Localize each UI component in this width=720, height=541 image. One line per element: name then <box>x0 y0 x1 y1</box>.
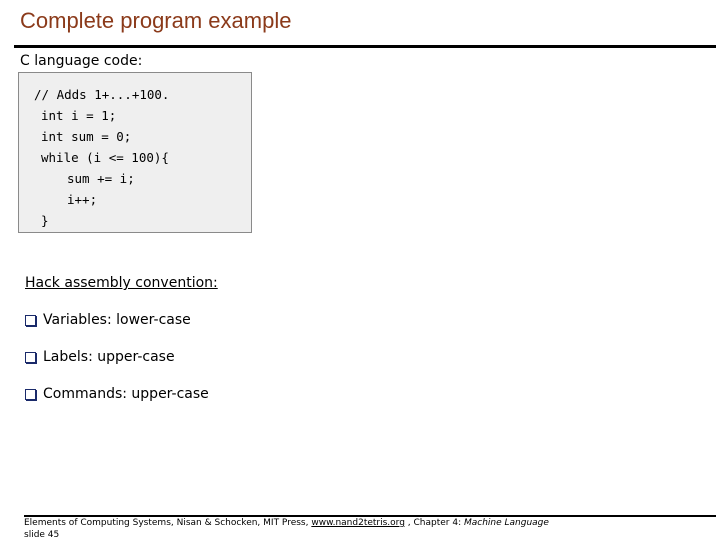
code-line: int i = 1; <box>41 108 117 123</box>
bullet-text: Variables: lower-case <box>43 312 191 328</box>
code-line: i++; <box>67 192 98 207</box>
list-item <box>25 349 175 365</box>
bullet-text: Commands: upper-case <box>43 386 209 402</box>
footer-chapter-label: , Chapter 4: <box>404 518 464 528</box>
bullet-text: Labels: upper-case <box>43 349 175 365</box>
code-section-label: C language code: <box>20 53 143 69</box>
checkbox-bullet-icon <box>25 352 36 363</box>
footer <box>24 517 549 541</box>
list-item <box>25 312 191 328</box>
title-divider <box>14 45 716 48</box>
list-item <box>25 386 209 402</box>
footer-credit <box>24 517 549 529</box>
code-line: sum += i; <box>67 171 135 186</box>
footer-website-link[interactable]: www.nand2tetris.org <box>311 518 405 528</box>
code-line: while (i <= 100){ <box>41 150 169 165</box>
code-line: // Adds 1+...+100. <box>34 87 170 102</box>
code-block <box>18 72 252 233</box>
checkbox-bullet-icon <box>25 315 36 326</box>
footer-source-text: Elements of Computing Systems, Nisan & Schocken, MIT Press, <box>24 518 312 528</box>
page-title: Complete program example <box>20 8 292 33</box>
slide-number: slide 45 <box>24 530 60 540</box>
hack-convention-heading: Hack assembly convention: <box>25 275 218 291</box>
code-line: } <box>41 213 49 228</box>
checkbox-bullet-icon <box>25 389 36 400</box>
code-line: int sum = 0; <box>41 129 132 144</box>
footer-chapter-title: Machine Language <box>463 518 549 528</box>
